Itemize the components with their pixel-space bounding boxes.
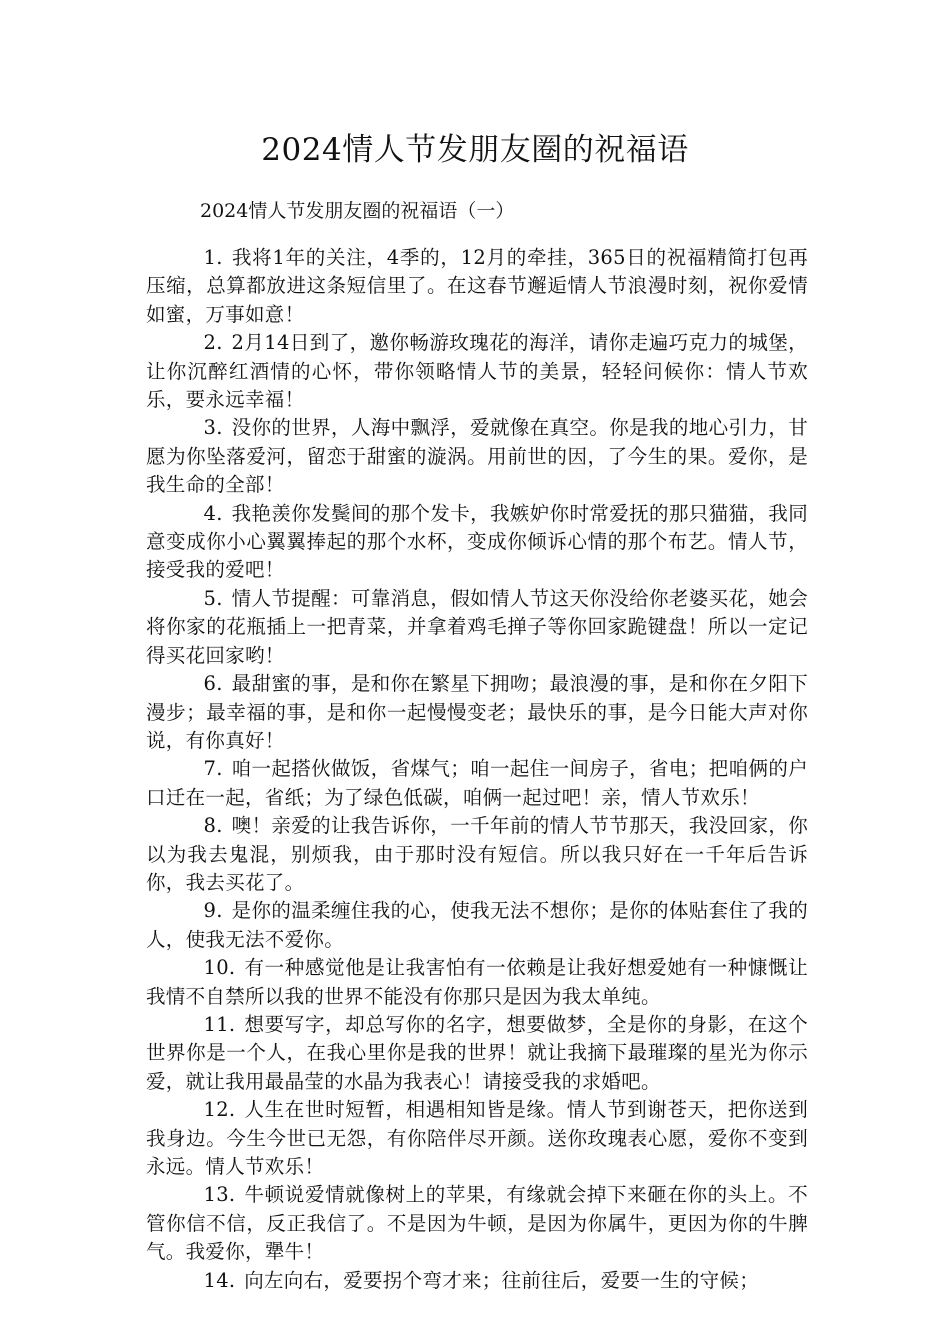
wish-paragraph [146,1011,808,1096]
wish-paragraph [146,585,808,670]
paragraph-number: 12. [203,1098,236,1122]
paragraph-number: 10. [203,956,236,980]
paragraph-text: 情人节提醒：可靠消息，假如情人节这天你没给你老婆买花，她会将你家的花瓶插上一把青菜，并拿着鸡毛掸子等你回家跪键盘！所以一定记得买花回家哟！ [146,586,808,667]
paragraph-number: 3. [203,416,223,440]
document-title: 2024情人节发朋友圈的祝福语 [261,132,689,168]
wish-paragraph [146,1096,808,1181]
wish-paragraph [146,414,808,499]
wish-paragraph [146,1181,808,1266]
wish-paragraph [146,244,808,329]
paragraph-text: 最甜蜜的事，是和你在繁星下拥吻；最浪漫的事，是和你在夕阳下漫步；最幸福的事，是和你一起慢慢变老；最快乐的事，是今日能大声对你说，有你真好！ [146,672,808,752]
section-heading: 2024情人节发朋友圈的祝福语（一） [200,200,515,222]
paragraph-number: 2. [203,331,223,355]
paragraph-text: 2月14日到了，邀你畅游玫瑰花的海洋，请你走遍巧克力的城堡，让你沉醉红酒情的心怀，带你领略情人节的美景，轻轻问候你：情人节欢乐，要永远幸福！ [146,331,808,412]
paragraph-number: 4. [203,501,223,525]
paragraph-text: 人生在世时短暂，相遇相知皆是缘。情人节到谢苍天，把你送到我身边。今生今世已无怨，有你陪伴尽开颜。送你玫瑰表心愿，爱你不变到永远。情人节欢乐！ [146,1098,808,1178]
paragraph-number: 7. [203,757,223,781]
paragraph-text: 是你的温柔缠住我的心，使我无法不想你；是你的体贴套住了我的人，使我无法不爱你。 [146,899,808,951]
paragraph-text: 想要写字，却总写你的名字，想要做梦，全是你的身影，在这个世界你是一个人，在我心里你是我的世界！就让我摘下最璀璨的星光为你示爱，就让我用最晶莹的水晶为我表心！请接受我的求婚吧。 [146,1012,808,1093]
paragraph-number: 13. [203,1183,236,1207]
paragraph-text: 没你的世界，人海中飘浮，爱就像在真空。你是我的地心引力，甘愿为你坠落爱河，留恋于甜蜜的漩涡。用前世的因，了今生的果。爱你，是我生命的全部！ [146,416,808,497]
wish-paragraph [146,812,808,897]
wish-paragraph [146,670,808,755]
paragraph-text: 噢！亲爱的让我告诉你，一千年前的情人节节那天，我没回家，你以为我去鬼混，别烦我，由于那时没有短信。所以我只好在一千年后告诉你，我去买花了。 [146,814,808,894]
paragraph-text: 我艳羡你发鬓间的那个发卡，我嫉妒你时常爱抚的那只猫猫，我同意变成你小心翼翼捧起的那个水杯，变成你倾诉心情的那个布艺。情人节，接受我的爱吧！ [146,501,808,582]
paragraph-number: 5. [203,586,223,610]
wish-paragraph [146,897,808,954]
paragraph-number: 6. [203,672,223,696]
paragraph-number: 1. [203,246,223,269]
wish-paragraph [146,329,808,414]
paragraph-number: 11. [203,1012,236,1036]
wish-paragraph [146,755,808,812]
document-body [146,244,808,1295]
paragraph-text: 牛顿说爱情就像树上的苹果，有缘就会掉下来砸在你的头上。不管你信不信，反正我信了。不是因为牛顿，是因为你属牛，更因为你的牛脾气。我爱你，犟牛！ [146,1183,808,1264]
paragraph-number: 8. [203,814,223,838]
paragraph-text: 我将1年的关注，4季的，12月的牵挂，365日的祝福精简打包再压缩，总算都放进这条短信里了。在这春节邂逅情人节浪漫时刻，祝你爱情如蜜，万事如意！ [146,246,808,326]
wish-paragraph [146,954,808,1011]
wish-paragraph [146,500,808,585]
paragraph-text: 咱一起搭伙做饭，省煤气；咱一起住一间房子，省电；把咱俩的户口迁在一起，省纸；为了绿色低碳，咱俩一起过吧！亲，情人节欢乐！ [146,757,808,809]
paragraph-number: 9. [203,899,223,923]
paragraph-text: 有一种感觉他是让我害怕有一依赖是让我好想爱她有一种慷慨让我情不自禁所以我的世界不能没有你那只是因为我太单纯。 [146,956,808,1008]
wish-paragraph [146,1267,808,1295]
paragraph-number: 14. [203,1268,236,1292]
paragraph-text: 向左向右，爱要拐个弯才来；往前往后，爱要一生的守候； [244,1268,760,1292]
